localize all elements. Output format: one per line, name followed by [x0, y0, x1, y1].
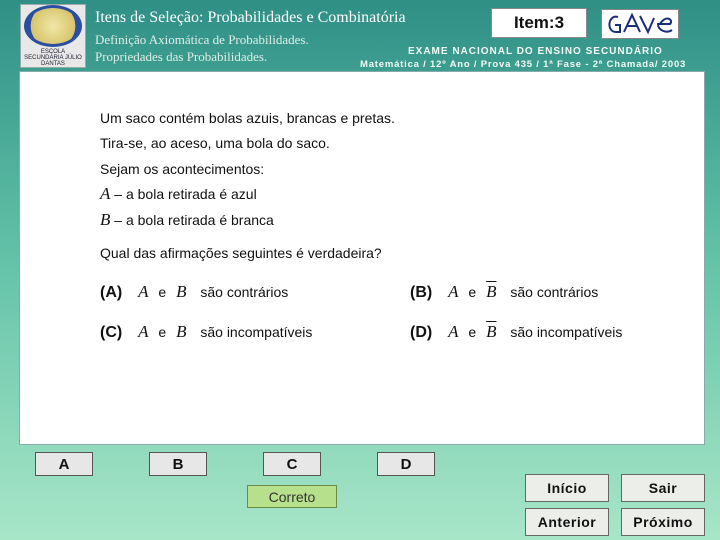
school-logo — [20, 4, 86, 68]
question-prompt: Qual das afirmações seguintes é verdadeira? — [100, 245, 382, 261]
option-c-text: são incompatíveis — [200, 324, 313, 340]
question-line-2: Tira-se, ao aceso, uma bola do saco. — [100, 135, 330, 151]
option-b — [410, 282, 598, 302]
event-b-var: B — [100, 210, 111, 229]
option-b-conj: e — [468, 284, 477, 300]
option-c — [100, 322, 312, 342]
option-a-var2: B — [176, 282, 187, 301]
option-d — [410, 322, 622, 342]
option-d-text: são incompatíveis — [510, 324, 623, 340]
option-a-var1: A — [138, 282, 149, 301]
gave-logo-icon — [604, 12, 676, 36]
previous-button[interactable]: Anterior — [525, 508, 609, 536]
exit-button[interactable]: Sair — [621, 474, 705, 502]
answer-b-button[interactable]: B — [149, 452, 207, 476]
option-c-var1: A — [138, 322, 149, 341]
option-d-var1: A — [448, 322, 459, 341]
option-a — [100, 282, 288, 302]
option-c-label: (C) — [100, 324, 123, 341]
question-line-3: Sejam os acontecimentos: — [100, 161, 265, 177]
next-button[interactable]: Próximo — [621, 508, 705, 536]
option-d-label: (D) — [410, 324, 433, 341]
question-panel — [19, 71, 705, 445]
answer-d-button[interactable]: D — [377, 452, 435, 476]
home-button[interactable]: Início — [525, 474, 609, 502]
exam-details: Matemática / 12º Ano / Prova 435 / 1ª Fase - 2ª Chamada/ 2003 — [360, 59, 687, 70]
option-d-conj: e — [468, 324, 477, 340]
answer-a-button[interactable]: A — [35, 452, 93, 476]
event-b — [100, 210, 274, 230]
event-a — [100, 184, 257, 204]
subtitle-line-1: Definição Axiomática de Probabilidades. — [95, 32, 309, 47]
item-number-badge: Item:3 — [491, 8, 587, 38]
option-b-text: são contrários — [510, 284, 599, 300]
exam-title: EXAME NACIONAL DO ENSINO SECUNDÁRIO — [408, 46, 663, 57]
option-d-var2: $\overline{B}$ — [486, 322, 497, 341]
school-logo-emblem — [24, 5, 82, 47]
option-a-text: são contrários — [200, 284, 289, 300]
option-b-var2: $\overline{B}$ — [486, 282, 497, 301]
school-logo-text: ESCOLA SECUNDÁRIA JÚLIO DANTAS — [24, 49, 82, 67]
option-a-label: (A) — [100, 284, 123, 301]
event-a-text: – a bola retirada é azul — [114, 186, 257, 202]
page-subtitle — [95, 31, 309, 65]
page-title: Itens de Seleção: Probabilidades e Combinatória — [95, 9, 406, 26]
event-b-text: – a bola retirada é branca — [114, 212, 274, 228]
option-b-label: (B) — [410, 284, 433, 301]
option-a-conj: e — [158, 284, 167, 300]
option-c-conj: e — [158, 324, 167, 340]
subtitle-line-2: Propriedades das Probabilidades. — [95, 49, 268, 64]
option-b-var1: A — [448, 282, 459, 301]
question-line-1: Um saco contém bolas azuis, brancas e pretas. — [100, 110, 395, 126]
event-a-var: A — [100, 184, 111, 203]
feedback-badge: Correto — [247, 485, 337, 508]
answer-c-button[interactable]: C — [263, 452, 321, 476]
option-c-var2: B — [176, 322, 187, 341]
gave-logo — [601, 9, 679, 39]
